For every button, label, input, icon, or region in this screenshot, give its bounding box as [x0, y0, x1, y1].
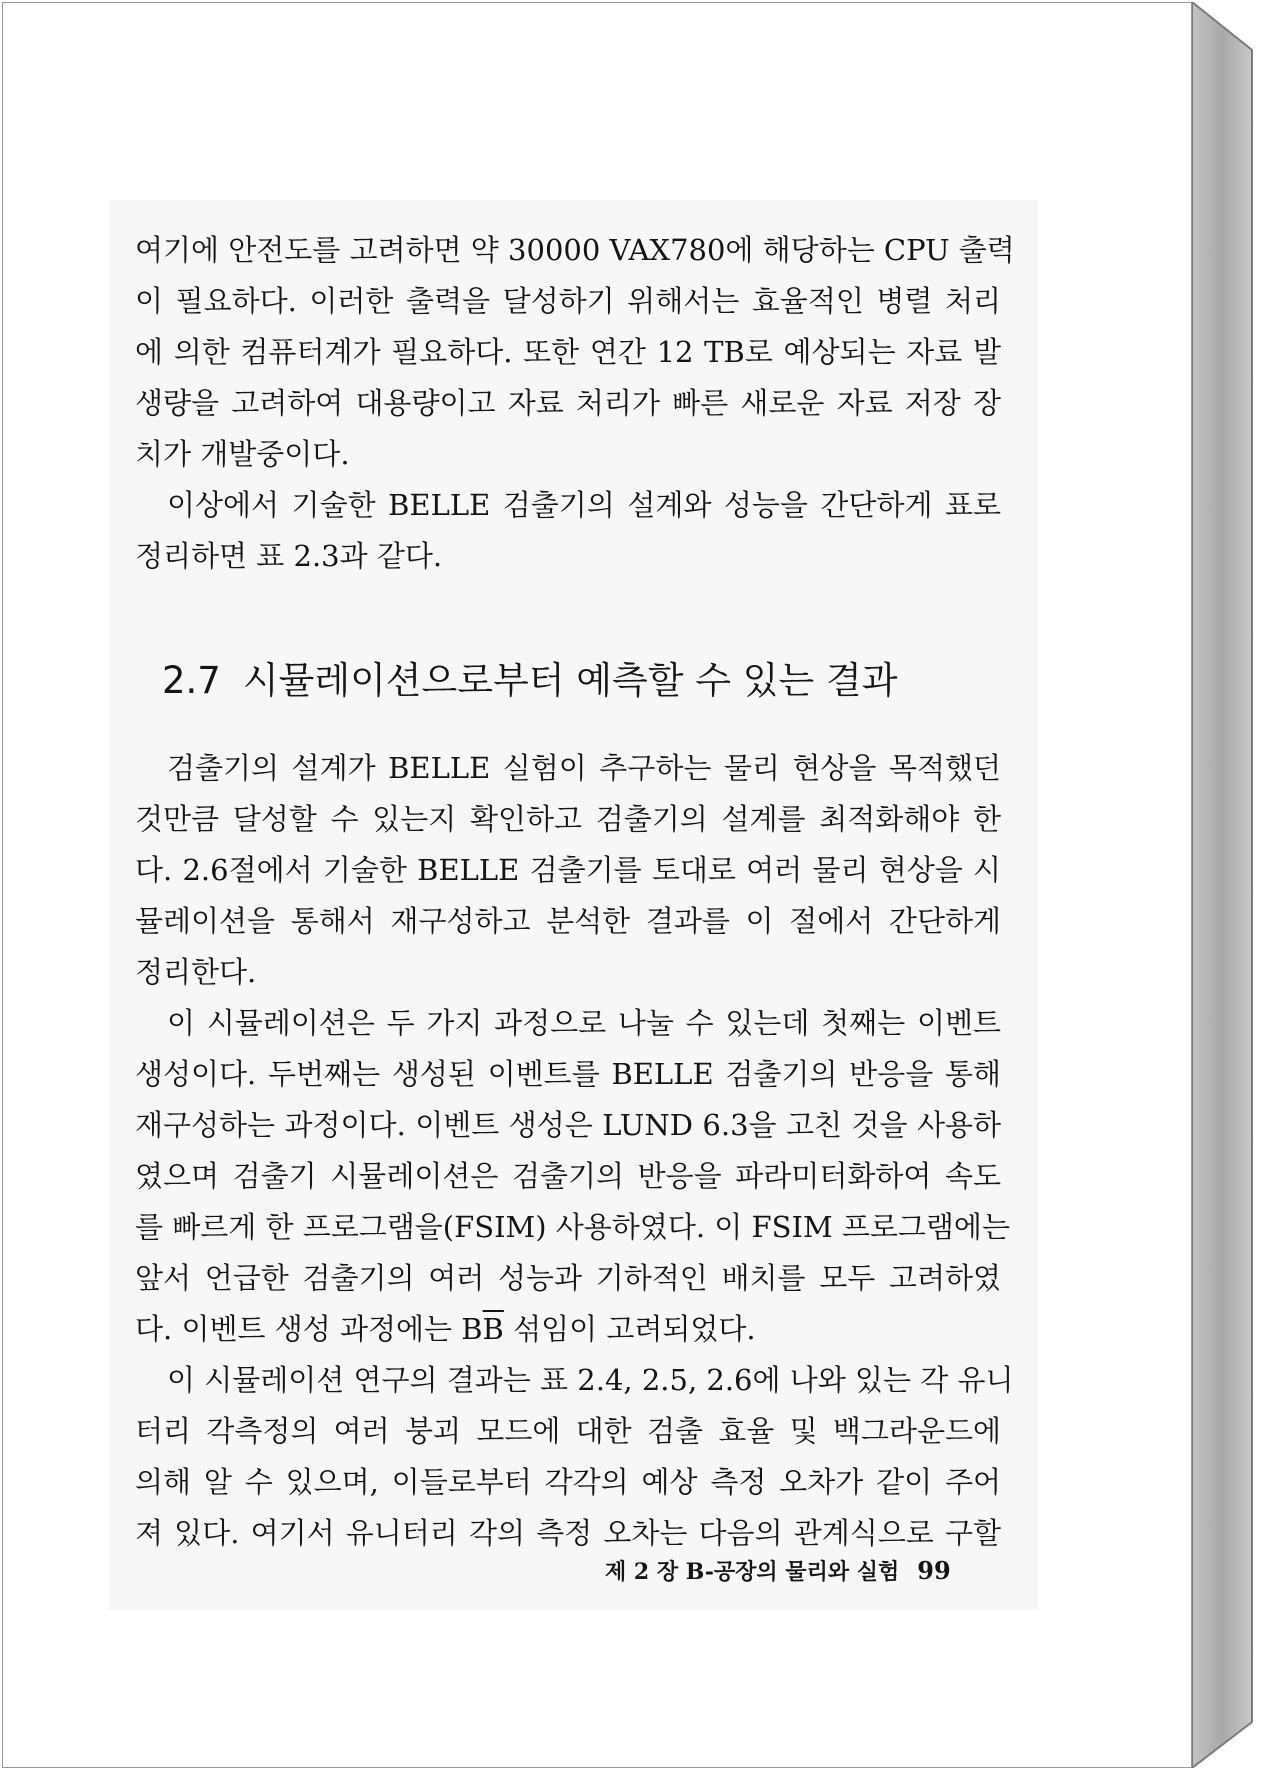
- text-line: 생성이다. 두번째는 생성된 이벤트를 BELLE 검출기의 반응을 통해: [135, 1057, 1001, 1091]
- text-line: 치가 개발중이다.: [135, 437, 350, 471]
- text-line: 를 빠르게 한 프로그램을(FSIM) 사용하였다. 이 FSIM 프로그램에는: [135, 1210, 1010, 1244]
- section-number: 2.7: [162, 659, 221, 702]
- text-line: 이 필요하다. 이러한 출력을 달성하기 위해서는 효율적인 병렬 처리: [135, 284, 1001, 318]
- chapter-title: 제 2 장 B-공장의 물리와 실험: [605, 1559, 900, 1585]
- paragraph-cpu-output: [135, 225, 1015, 480]
- text-line: 재구성하는 과정이다. 이벤트 생성은 LUND 6.3을 고친 것을 사용하: [135, 1108, 1001, 1142]
- text-fragment: 다. 이벤트 생성 과정에는 B: [135, 1312, 483, 1346]
- paragraph-simulation-results: [135, 1355, 1014, 1559]
- text-line: 이 시뮬레이션은 두 가지 과정으로 나눌 수 있는데 첫째는 이벤트: [167, 1006, 1001, 1040]
- text-line: 검출기의 설계가 BELLE 실험이 추구하는 물리 현상을 목적했던: [167, 751, 1001, 785]
- text-line: 뮬레이션을 통해서 재구성하고 분석한 결과를 이 절에서 간단하게: [135, 904, 1001, 938]
- text-line: 에 의한 컴퓨터계가 필요하다. 또한 연간 12 TB로 예상되는 자료 발: [135, 335, 1001, 369]
- text-line: [135, 1304, 1001, 1355]
- text-line: 앞서 언급한 검출기의 여러 성능과 기하적인 배치를 모두 고려하였: [135, 1261, 1001, 1295]
- text-line: 져 있다. 여기서 유니터리 각의 측정 오차는 다음의 관계식으로 구할: [135, 1516, 1001, 1550]
- text-line: 이 시뮬레이션 연구의 결과는 표 2.4, 2.5, 2.6에 나와 있는 각 유니: [167, 1363, 1014, 1397]
- book-edge-shadow: [1192, 2, 1270, 1768]
- text-line: 정리하면 표 2.3과 같다.: [135, 539, 443, 573]
- b-bar-symbol: $\overline{B}$: [482, 1312, 504, 1346]
- paragraph-simulation-process: [135, 998, 1010, 1355]
- text-line: 것만큼 달성할 수 있는지 확인하고 검출기의 설계를 최적화해야 한: [135, 802, 1001, 836]
- text-line: 였으며 검출기 시뮬레이션은 검출기의 반응을 파라미터화하여 속도: [135, 1159, 1001, 1193]
- section-heading: [162, 650, 898, 704]
- text-line: 의해 알 수 있으며, 이들로부터 각각의 예상 측정 오차가 같이 주어: [135, 1465, 1001, 1499]
- page-number: 99: [917, 1556, 951, 1585]
- text-line: 이상에서 기술한 BELLE 검출기의 설계와 성능을 간단하게 표로: [167, 488, 1001, 522]
- text-line: 터리 각측정의 여러 붕괴 모드에 대한 검출 효율 및 백그라운드에: [135, 1414, 1001, 1448]
- text-line: 정리한다.: [135, 955, 257, 989]
- section-title: 시뮬레이션으로부터 예측할 수 있는 결과: [242, 659, 898, 702]
- text-line: 생량을 고려하여 대용량이고 자료 처리가 빠른 새로운 자료 저장 장: [135, 386, 1001, 420]
- text-fragment: 섞임이 고려되었다.: [503, 1312, 756, 1346]
- text-line: 여기에 안전도를 고려하면 약 30000 VAX780에 해당하는 CPU 출력: [135, 233, 1015, 267]
- text-line: 다. 2.6절에서 기술한 BELLE 검출기를 토대로 여러 물리 현상을 시: [135, 853, 1001, 887]
- paragraph-detector-design: [135, 743, 1001, 998]
- running-footer: [605, 1555, 951, 1586]
- paragraph-summary-table: [135, 480, 1001, 582]
